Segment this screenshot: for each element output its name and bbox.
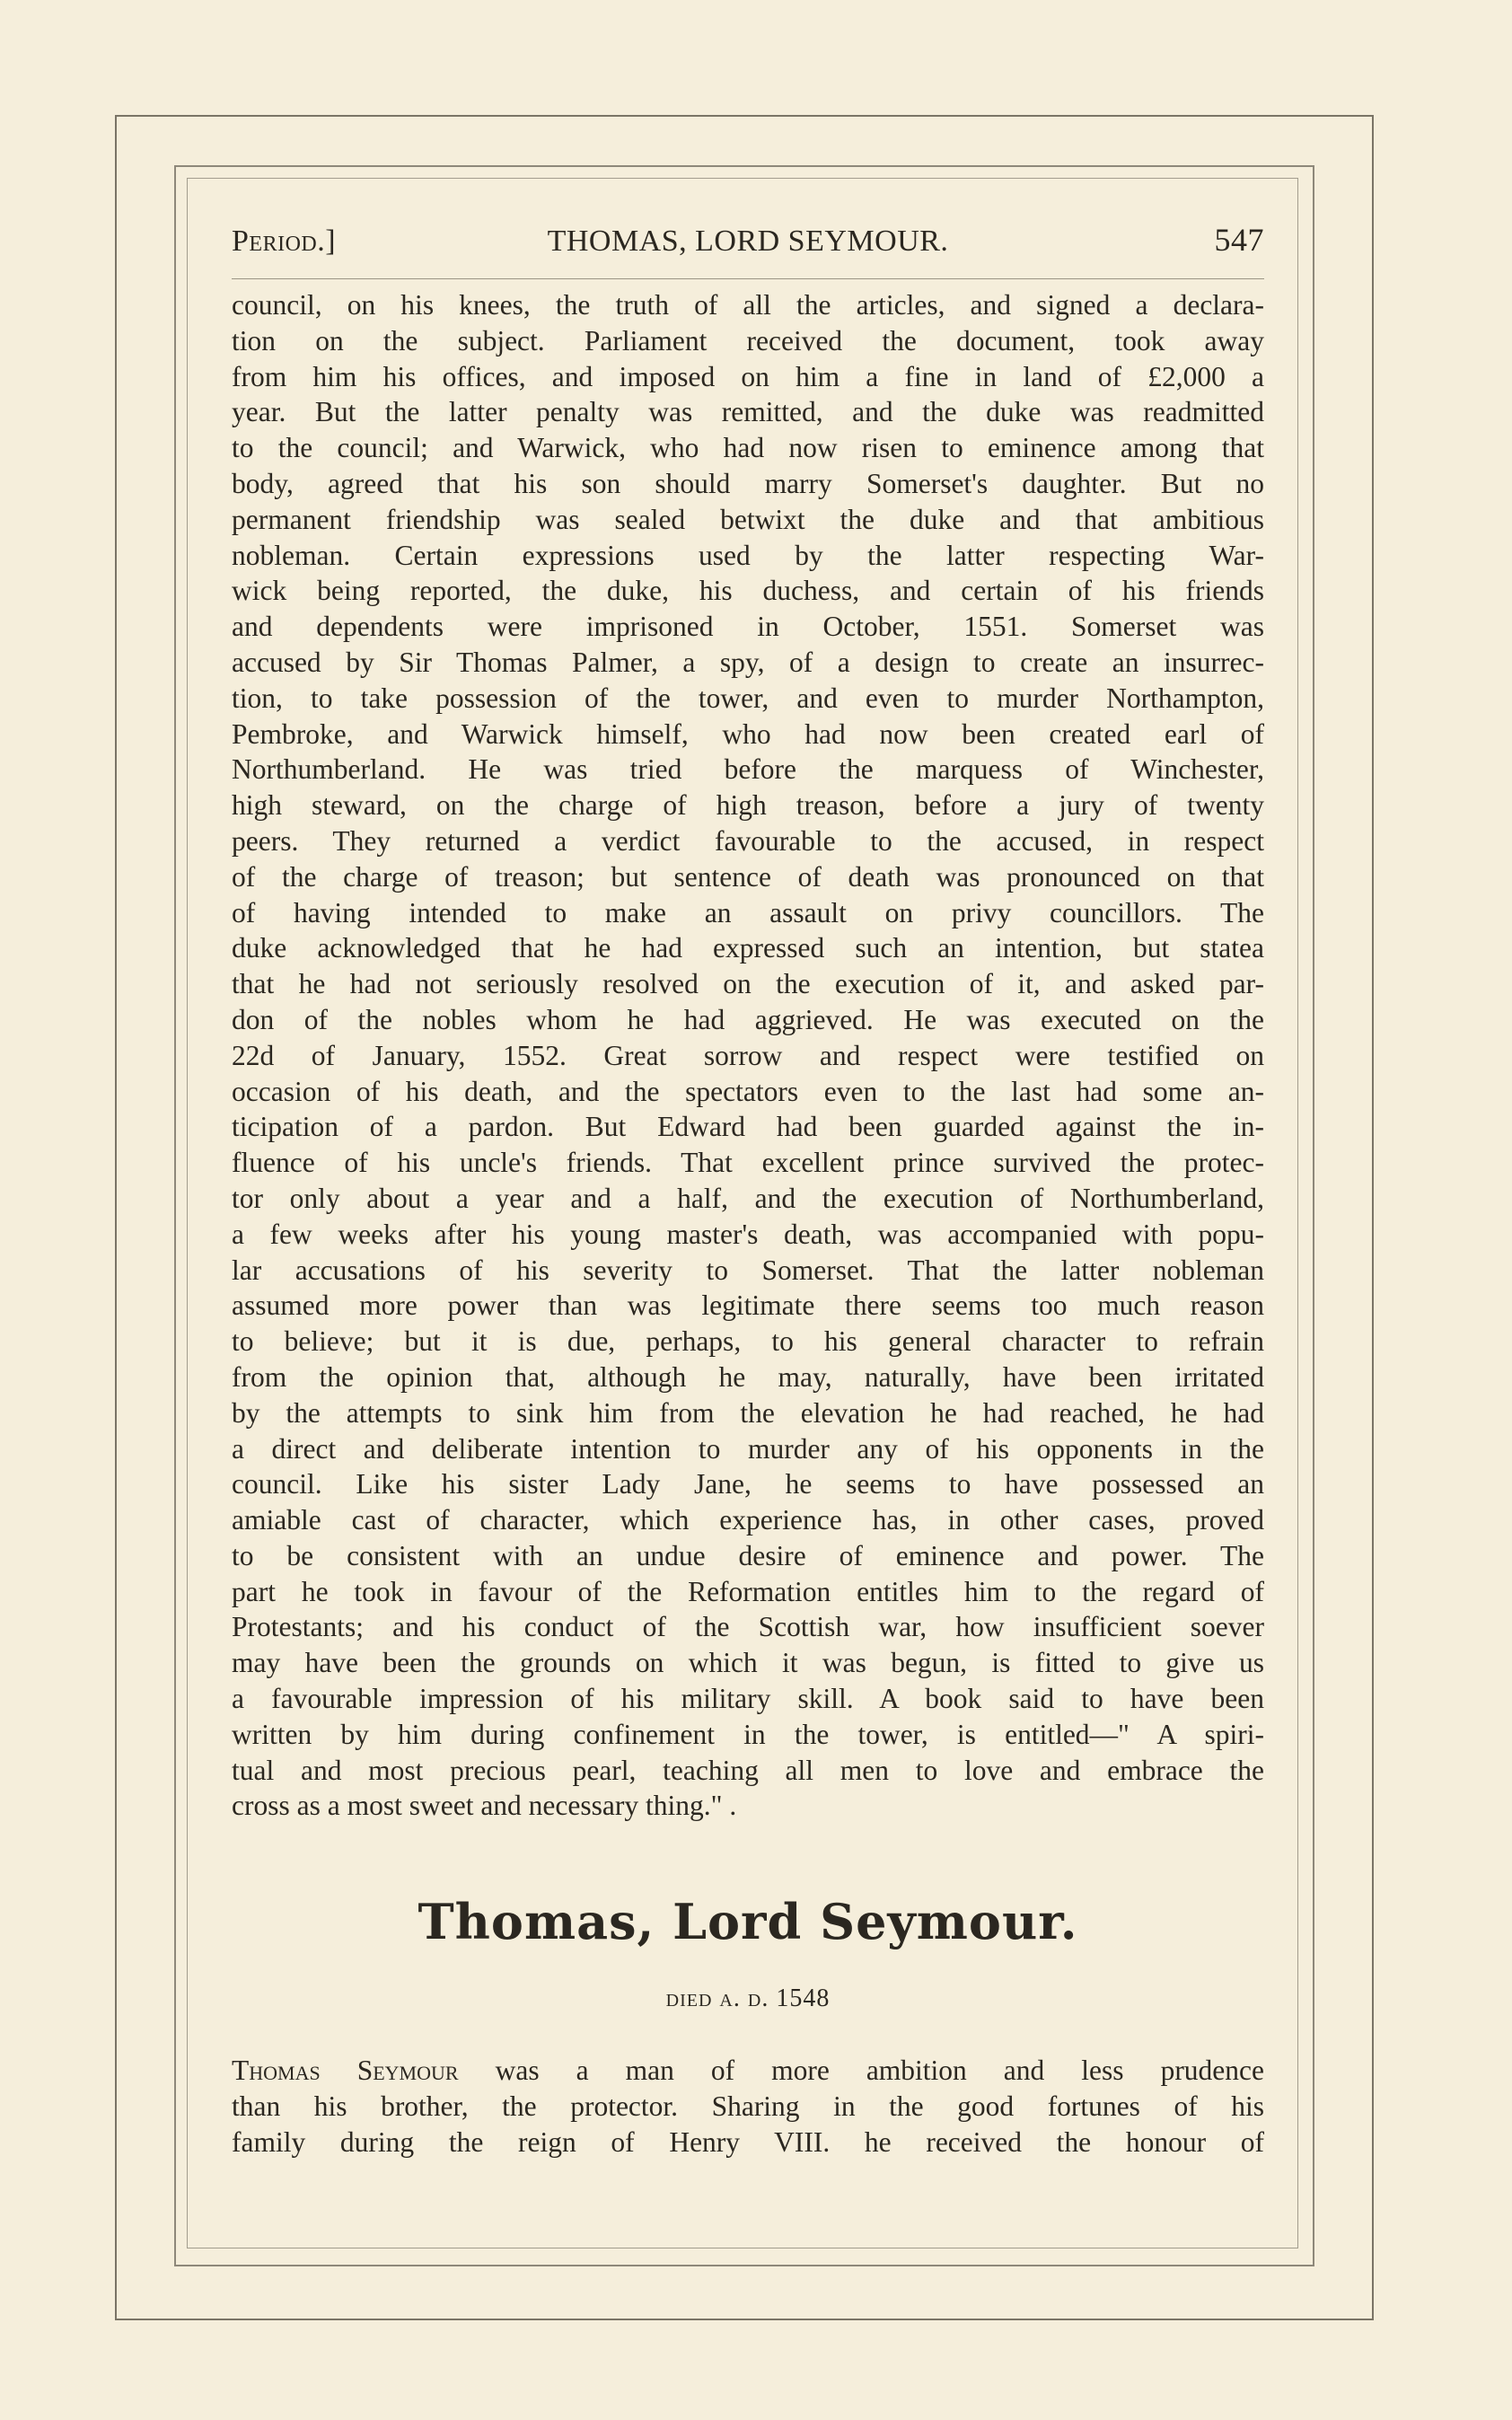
text-line: permanent friendship was sealed betwixt the duke and that ambitious xyxy=(232,503,1264,535)
text-line: than his brother, the protector. Sharing in the good fortunes of his xyxy=(232,2090,1264,2122)
text-line: peers. They returned a verdict favourable to the accused, in respect xyxy=(232,824,1264,857)
text-line: assumed more power than was legitimate there seems too much reason xyxy=(232,1289,1264,1322)
text-line: cross as a most sweet and necessary thing." . xyxy=(232,1790,737,1822)
first-line-text: was a man of more ambition and less prudence xyxy=(495,2055,1264,2086)
text-line: lar accusations of his severity to Somerset. That the latter nobleman xyxy=(232,1254,1264,1286)
text-line: a favourable impression of his military skill. A book said to have been xyxy=(232,1683,1264,1715)
header-rule xyxy=(232,278,1264,279)
text-line: a direct and deliberate intention to murder any of his opponents in the xyxy=(232,1432,1264,1465)
text-line: nobleman. Certain expressions used by the latter respecting War- xyxy=(232,539,1264,571)
text-line: of having intended to make an assault on privy councillors. The xyxy=(232,896,1264,928)
lead-name: Thomas Seymour xyxy=(232,2055,459,2086)
text-line: a few weeks after his young master's death, was accompanied with popu- xyxy=(232,1218,1264,1250)
text-line: Protestants; and his conduct of the Scottish war, how insufficient soever xyxy=(232,1611,1264,1643)
text-line: ticipation of a pardon. But Edward had been guarded against the in- xyxy=(232,1111,1264,1143)
text-line: fluence of his uncle's friends. That excellent prince survived the protec- xyxy=(232,1147,1264,1179)
text-line: council. Like his sister Lady Jane, he seems to have possessed an xyxy=(232,1468,1264,1500)
body-paragraph-new-entry xyxy=(232,2053,1264,2160)
text-line xyxy=(232,2053,1264,2089)
text-line: tual and most precious pearl, teaching all men to love and embrace the xyxy=(232,1754,1264,1786)
text-line: to believe; but it is due, perhaps, to his general character to refrain xyxy=(232,1325,1264,1358)
text-line: accused by Sir Thomas Palmer, a spy, of a design to create an insurrec- xyxy=(232,646,1264,678)
text-line: part he took in favour of the Reformation entitles him to the regard of xyxy=(232,1575,1264,1607)
text-line: year. But the latter penalty was remitted, and the duke was readmitted xyxy=(232,396,1264,428)
text-line: may have been the grounds on which it was begun, is fitted to give us xyxy=(232,1647,1264,1679)
text-line: from the opinion that, although he may, naturally, have been irritated xyxy=(232,1360,1264,1393)
text-line: 22d of January, 1552. Great sorrow and respect were testified on xyxy=(232,1039,1264,1071)
running-head xyxy=(232,216,1264,269)
text-line: tor only about a year and a half, and the execution of Northumberland, xyxy=(232,1182,1264,1214)
text-line: of the charge of treason; but sentence of death was pronounced on that xyxy=(232,860,1264,893)
text-line: family during the reign of Henry VIII. he received the honour of xyxy=(232,2126,1264,2158)
text-line: duke acknowledged that he had expressed such an intention, but statea xyxy=(232,932,1264,964)
died-label: died a. d. xyxy=(665,1984,769,2012)
text-line: that he had not seriously resolved on the execution of it, and asked par- xyxy=(232,968,1264,1000)
text-line: tion, to take possession of the tower, and even to murder Northampton, xyxy=(232,682,1264,714)
text-line: Pembroke, and Warwick himself, who had now been created earl of xyxy=(232,717,1264,750)
text-line: Northumberland. He was tried before the marquess of Winchester, xyxy=(232,753,1264,786)
text-line: don of the nobles whom he had aggrieved. He was executed on the xyxy=(232,1003,1264,1035)
running-head-period: Period.] xyxy=(232,224,337,258)
body-paragraph-continued xyxy=(232,287,1264,1824)
text-line: written by him during confinement in the tower, is entitled—" A spiri- xyxy=(232,1718,1264,1750)
page-number: 547 xyxy=(1214,222,1264,258)
died-line xyxy=(232,1984,1264,2013)
text-line: high steward, on the charge of high treason, before a jury of twenty xyxy=(232,789,1264,822)
section-heading: Thomas, Lord Seymour. xyxy=(418,1893,1078,1950)
running-head-title: THOMAS, LORD SEYMOUR. xyxy=(547,224,949,258)
text-line: council, on his knees, the truth of all the articles, and signed a declara- xyxy=(232,289,1264,321)
text-line: to the council; and Warwick, who had now risen to eminence among that xyxy=(232,432,1264,464)
text-line: occasion of his death, and the spectators even to the last had some an- xyxy=(232,1075,1264,1107)
text-line: to be consistent with an undue desire of eminence and power. The xyxy=(232,1539,1264,1571)
text-line: amiable cast of character, which experience has, in other cases, proved xyxy=(232,1504,1264,1536)
died-year: 1548 xyxy=(776,1984,831,2012)
text-line: from him his offices, and imposed on him a fine in land of £2,000 a xyxy=(232,360,1264,392)
text-line: tion on the subject. Parliament received the document, took away xyxy=(232,324,1264,356)
text-line: and dependents were imprisoned in October, 1551. Somerset was xyxy=(232,611,1264,643)
text-line: by the attempts to sink him from the elevation he had reached, he had xyxy=(232,1396,1264,1429)
text-line: wick being reported, the duke, his duchess, and certain of his friends xyxy=(232,575,1264,607)
text-line: body, agreed that his son should marry Somerset's daughter. But no xyxy=(232,467,1264,499)
